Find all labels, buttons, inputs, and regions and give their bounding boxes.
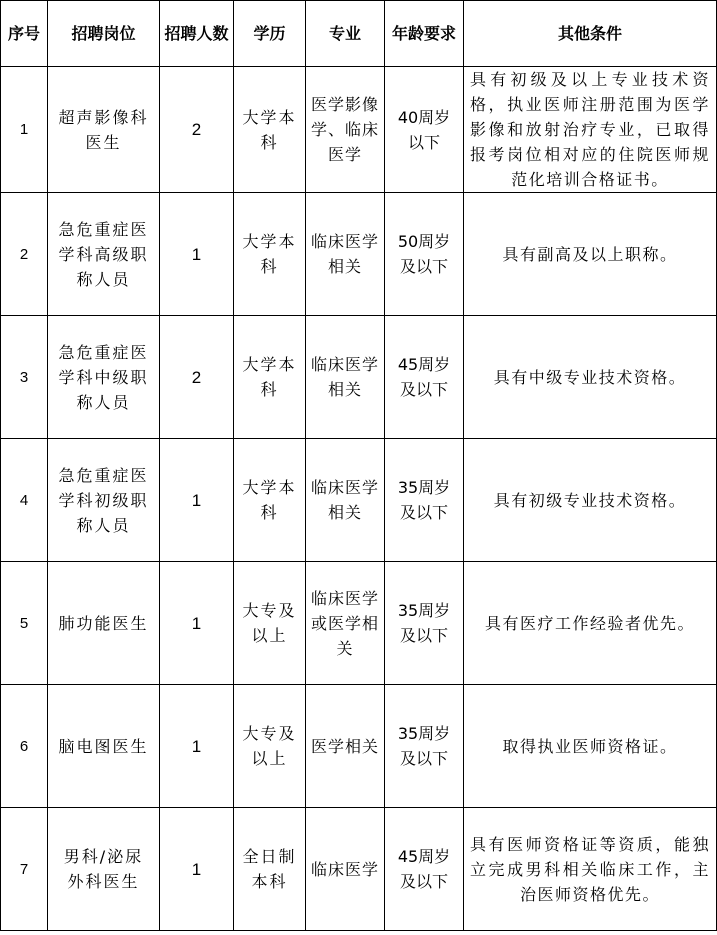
cell-conditions: 具有副高及以上职称。: [464, 193, 717, 316]
header-count: 招聘人数: [160, 1, 234, 67]
cell-count: 2: [160, 316, 234, 439]
cell-post: 急危重症医学科初级职称人员: [48, 439, 160, 562]
cell-seq: 2: [1, 193, 48, 316]
cell-education: 大学本科: [234, 316, 306, 439]
cell-age: 50周岁及以下: [385, 193, 464, 316]
cell-post: 脑电图医生: [48, 685, 160, 808]
cell-education: 大学本科: [234, 439, 306, 562]
table-row: [1, 67, 717, 193]
cell-education: 大专及以上: [234, 685, 306, 808]
cell-seq: 5: [1, 562, 48, 685]
cell-age: 35周岁及以下: [385, 685, 464, 808]
cell-education: 大专及以上: [234, 562, 306, 685]
cell-education: 大学本科: [234, 67, 306, 193]
header-row: [1, 1, 717, 67]
cell-major: 临床医学相关: [306, 439, 385, 562]
cell-count: 1: [160, 685, 234, 808]
cell-post: 急危重症医学科高级职称人员: [48, 193, 160, 316]
cell-seq: 6: [1, 685, 48, 808]
cell-conditions: 具有初级专业技术资格。: [464, 439, 717, 562]
cell-conditions: 具有医疗工作经验者优先。: [464, 562, 717, 685]
header-seq: 序号: [1, 1, 48, 67]
table-row: [1, 808, 717, 931]
header-education: 学历: [234, 1, 306, 67]
cell-count: 1: [160, 193, 234, 316]
cell-seq: 7: [1, 808, 48, 931]
cell-major: 医学相关: [306, 685, 385, 808]
header-post: 招聘岗位: [48, 1, 160, 67]
cell-age: 35周岁及以下: [385, 439, 464, 562]
cell-major: 临床医学相关: [306, 193, 385, 316]
cell-post: 超声影像科医生: [48, 67, 160, 193]
cell-education: 全日制本科: [234, 808, 306, 931]
cell-major: 医学影像学、临床医学: [306, 67, 385, 193]
cell-education: 大学本科: [234, 193, 306, 316]
cell-seq: 4: [1, 439, 48, 562]
cell-seq: 1: [1, 67, 48, 193]
table-row: [1, 316, 717, 439]
cell-age: 45周岁及以下: [385, 808, 464, 931]
cell-count: 2: [160, 67, 234, 193]
table-row: [1, 439, 717, 562]
cell-major: 临床医学: [306, 808, 385, 931]
header-major: 专业: [306, 1, 385, 67]
cell-post: 男科/泌尿外科医生: [48, 808, 160, 931]
table-row: [1, 193, 717, 316]
cell-conditions: 具有医师资格证等资质，能独立完成男科相关临床工作，主治医师资格优先。: [464, 808, 717, 931]
cell-major: 临床医学相关: [306, 316, 385, 439]
cell-seq: 3: [1, 316, 48, 439]
cell-conditions: 具有初级及以上专业技术资格，执业医师注册范围为医学影像和放射治疗专业，已取得报考岗位相对应的住院医师规范化培训合格证书。: [464, 67, 717, 193]
cell-age: 40周岁以下: [385, 67, 464, 193]
cell-major: 临床医学或医学相关: [306, 562, 385, 685]
header-age: 年龄要求: [385, 1, 464, 67]
cell-count: 1: [160, 562, 234, 685]
cell-conditions: 取得执业医师资格证。: [464, 685, 717, 808]
cell-post: 肺功能医生: [48, 562, 160, 685]
cell-post: 急危重症医学科中级职称人员: [48, 316, 160, 439]
cell-count: 1: [160, 808, 234, 931]
cell-conditions: 具有中级专业技术资格。: [464, 316, 717, 439]
cell-age: 45周岁及以下: [385, 316, 464, 439]
cell-age: 35周岁及以下: [385, 562, 464, 685]
cell-count: 1: [160, 439, 234, 562]
table-row: [1, 685, 717, 808]
header-conditions: 其他条件: [464, 1, 717, 67]
table-row: [1, 562, 717, 685]
